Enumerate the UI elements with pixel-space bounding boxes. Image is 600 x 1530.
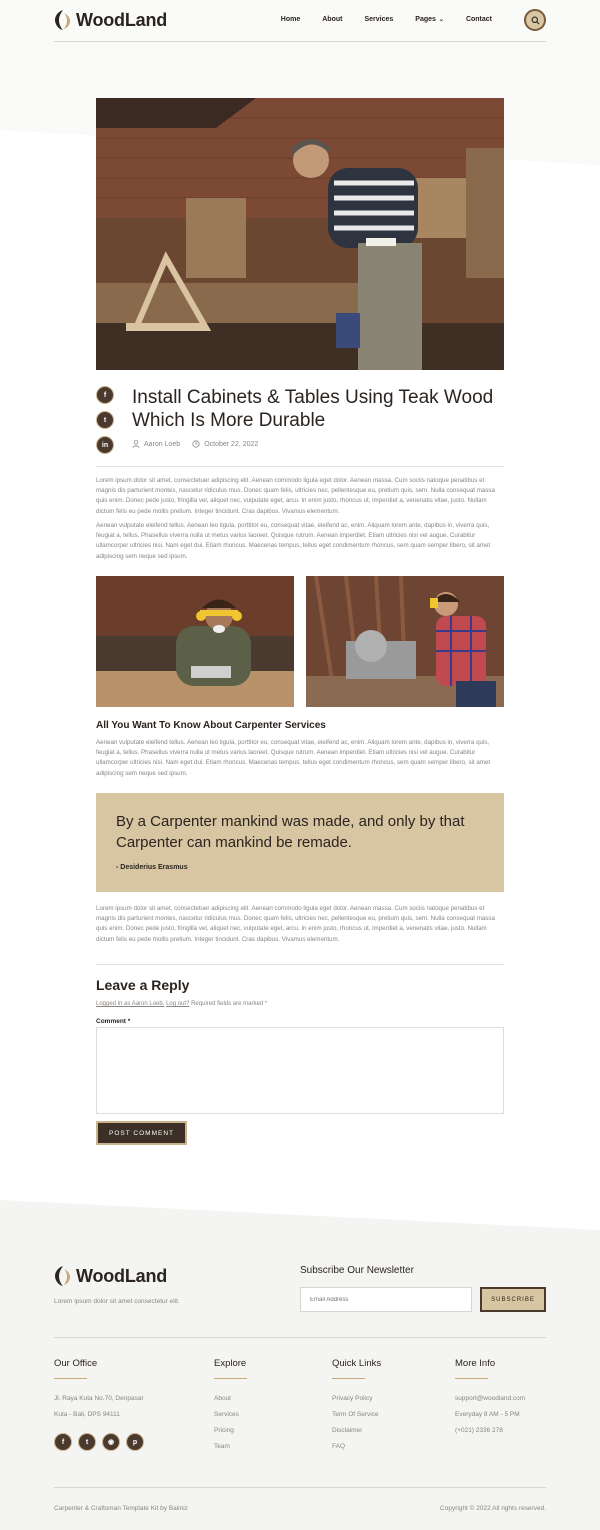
divider bbox=[96, 964, 504, 965]
email-field[interactable] bbox=[300, 1287, 472, 1312]
title-underline bbox=[54, 1378, 87, 1379]
nav-about[interactable]: About bbox=[322, 16, 343, 23]
support-email[interactable]: support@woodland.com bbox=[455, 1395, 526, 1402]
profile-link[interactable]: Logged in as Aaron Loeb. bbox=[96, 1001, 165, 1007]
explore-link[interactable]: Services bbox=[214, 1411, 239, 1418]
paragraph-1: Lorem ipsum dolor sit amet, consectetuer adipiscing elit. Aenean commodo ligula eget dolor. Aenean massa. Cum sociis natoque penatibus et magnis dis parturient montes, nascetur ridiculus mus. Donec quam felis, ultricies nec, pellentesque eu, pretium quis, sem. Nulla consequat massa quis enim. Donec pede justo, fringilla vel, aliquet nec, vulputate eget, arcu. In enim justo, rhoncus ut, imperdiet a, venenatis vitae, justo. Nullam dictum felis eu pede mollis pretium. Integer tincidunt. Cras dapibus. Vivamus elementum. bbox=[96, 477, 495, 515]
quick-link[interactable]: FAQ bbox=[332, 1443, 346, 1450]
quick-links-column bbox=[332, 1358, 381, 1455]
dribbble-icon[interactable]: ◉ bbox=[102, 1433, 120, 1451]
required-note: Required fields are marked * bbox=[191, 1001, 268, 1007]
section-heading: All You Want To Know About Carpenter Services bbox=[96, 720, 326, 731]
logo-text: WoodLand bbox=[76, 9, 168, 30]
site-header bbox=[54, 0, 546, 42]
site-footer bbox=[0, 1200, 600, 1530]
paragraph-2: Aenean vulputate eleifend tellus. Aenean leo ligula, porttitor eu, consequat vitae, eleifend ac, enim. Aliquam lorem ante, dapibus in, viverra quis, feugiat a, tellus. Phasellus viverra nulla ut metus varius laoreet. Quisque rutrum. Aenean imperdiet. Etiam ultricies nisi vel augue. Curabitur ullamcorper ultricies nisi. Nam eget dui. Etiam rhoncus. Maecenas tempus, tellus eget condimentum rhoncus, sem quam semper libero, sit amet adipiscing sem neque sed ipsum. bbox=[96, 522, 491, 560]
phone-number[interactable]: (+021) 2336 278 bbox=[455, 1427, 503, 1434]
explore-link[interactable]: Team bbox=[214, 1443, 230, 1450]
office-line: Kuta - Bali, DPS 94111 bbox=[54, 1411, 120, 1418]
carpenter-image-1 bbox=[96, 576, 294, 707]
pinterest-icon[interactable]: p bbox=[126, 1433, 144, 1451]
explore-link[interactable]: Pricing bbox=[214, 1427, 234, 1434]
chevron-down-icon: ⌄ bbox=[438, 17, 444, 23]
logged-in-note bbox=[96, 1001, 267, 1007]
nav-pages-label: Pages bbox=[415, 16, 436, 23]
office-column bbox=[54, 1358, 144, 1423]
title-underline bbox=[214, 1378, 247, 1379]
blockquote bbox=[96, 793, 504, 892]
post-date: October 22, 2022 bbox=[204, 440, 259, 448]
copyright-text: Copyright © 2022 All rights reserved. bbox=[440, 1505, 546, 1512]
comment-label: Comment * bbox=[96, 1018, 131, 1025]
twitter-share-icon[interactable]: t bbox=[96, 411, 114, 429]
nav-home[interactable]: Home bbox=[280, 16, 301, 23]
comment-textarea[interactable] bbox=[96, 1027, 504, 1114]
user-icon bbox=[132, 440, 140, 448]
search-icon bbox=[531, 16, 540, 25]
article bbox=[96, 98, 504, 1137]
article-meta bbox=[132, 440, 270, 448]
credit-text: Carpenter & Craftsman Template Kit by Baliniz bbox=[54, 1505, 188, 1512]
linkedin-share-icon[interactable]: in bbox=[96, 436, 114, 454]
date-meta bbox=[192, 440, 258, 448]
twitter-icon[interactable]: t bbox=[78, 1433, 96, 1451]
quick-link[interactable]: Disclaimer bbox=[332, 1427, 363, 1434]
facebook-share-icon[interactable]: f bbox=[96, 386, 114, 404]
paragraph-4: Lorem ipsum dolor sit amet, consectetuer adipiscing elit. Aenean commodo ligula eget dolor. Aenean massa. Cum sociis natoque penatibus et magnis dis parturient montes, nascetur ridiculus mus. Donec quam felis, ultricies nec, pellentesque eu, pretium quis, sem. Nulla consequat massa quis enim. Donec pede justo, fringilla vel, aliquet nec, vulputate eget, arcu. In enim justo, rhoncus ut, imperdiet a, venenatis vitae, justo. Nullam dictum felis eu pede mollis pretium. Integer tincidunt. Cras dapibus. Vivamus elementum. bbox=[96, 905, 495, 943]
share-buttons bbox=[96, 386, 114, 461]
quote-author: - Desiderius Erasmus bbox=[116, 864, 188, 871]
logo-icon bbox=[54, 9, 72, 31]
search-button[interactable] bbox=[524, 9, 546, 31]
explore-column bbox=[214, 1358, 247, 1455]
quick-link[interactable]: Privacy Policy bbox=[332, 1395, 373, 1402]
footer-logo[interactable] bbox=[54, 1265, 167, 1287]
nav-pages[interactable] bbox=[415, 16, 444, 23]
quick-links-title: Quick Links bbox=[332, 1358, 382, 1369]
office-title: Our Office bbox=[54, 1358, 98, 1369]
title-underline bbox=[332, 1378, 365, 1379]
footer-divider bbox=[54, 1337, 546, 1338]
paragraph-3: Aenean vulputate eleifend tellus. Aenean leo ligula, porttitor eu, consequat vitae, eleifend ac, enim. Aliquam lorem ante, dapibus in, viverra quis, feugiat a, tellus. Phasellus viverra nulla ut metus varius laoreet. Quisque rutrum. Aenean imperdiet. Etiam ultricies nisi vel augue. Curabitur ullamcorper ultricies nisi. Nam eget dui. Etiam rhoncus. Maecenas tempus, tellus eget condimentum rhoncus, sem quam semper libero, sit amet adipiscing sem neque sed ipsum. bbox=[96, 739, 491, 777]
footer-logo-text: WoodLand bbox=[76, 1265, 168, 1286]
main-nav bbox=[259, 16, 492, 23]
logo-icon bbox=[54, 1265, 72, 1287]
logout-link[interactable]: Log out? bbox=[166, 1001, 190, 1007]
carpenter-image-2 bbox=[306, 576, 504, 707]
article-title: Install Cabinets & Tables Using Teak Wood Which Is More Durable bbox=[132, 387, 494, 431]
more-info-title: More Info bbox=[455, 1358, 496, 1369]
more-info-column bbox=[455, 1358, 525, 1439]
post-comment-button[interactable]: POST COMMENT bbox=[96, 1121, 187, 1145]
footer-divider bbox=[54, 1487, 546, 1488]
subscribe-button[interactable]: SUBSCRIBE bbox=[480, 1287, 546, 1312]
footer-description: Lorem ipsum dolor sit amet consectetur elit. bbox=[54, 1298, 180, 1305]
quote-text: By a Carpenter mankind was made, and only by that Carpenter can mankind be remade. bbox=[116, 813, 465, 851]
facebook-icon[interactable]: f bbox=[54, 1433, 72, 1451]
opening-hours: Everyday 8 AM - 5 PM bbox=[455, 1411, 520, 1418]
divider bbox=[96, 466, 504, 467]
nav-contact[interactable]: Contact bbox=[465, 16, 492, 23]
author-meta bbox=[132, 440, 180, 448]
title-underline bbox=[455, 1378, 488, 1379]
office-line: Jl. Raya Kuta No.70, Denpasar bbox=[54, 1395, 144, 1402]
author-name[interactable]: Aaron Loeb bbox=[144, 440, 181, 448]
quick-link[interactable]: Term Of Service bbox=[332, 1411, 379, 1418]
footer-socials bbox=[54, 1433, 144, 1451]
explore-link[interactable]: About bbox=[214, 1395, 231, 1402]
logo[interactable] bbox=[54, 9, 167, 31]
hero-image bbox=[96, 98, 504, 370]
explore-title: Explore bbox=[214, 1358, 247, 1369]
reply-title: Leave a Reply bbox=[96, 977, 190, 993]
newsletter-title: Subscribe Our Newsletter bbox=[300, 1265, 414, 1276]
nav-services[interactable]: Services bbox=[364, 16, 394, 23]
clock-icon bbox=[192, 440, 200, 448]
